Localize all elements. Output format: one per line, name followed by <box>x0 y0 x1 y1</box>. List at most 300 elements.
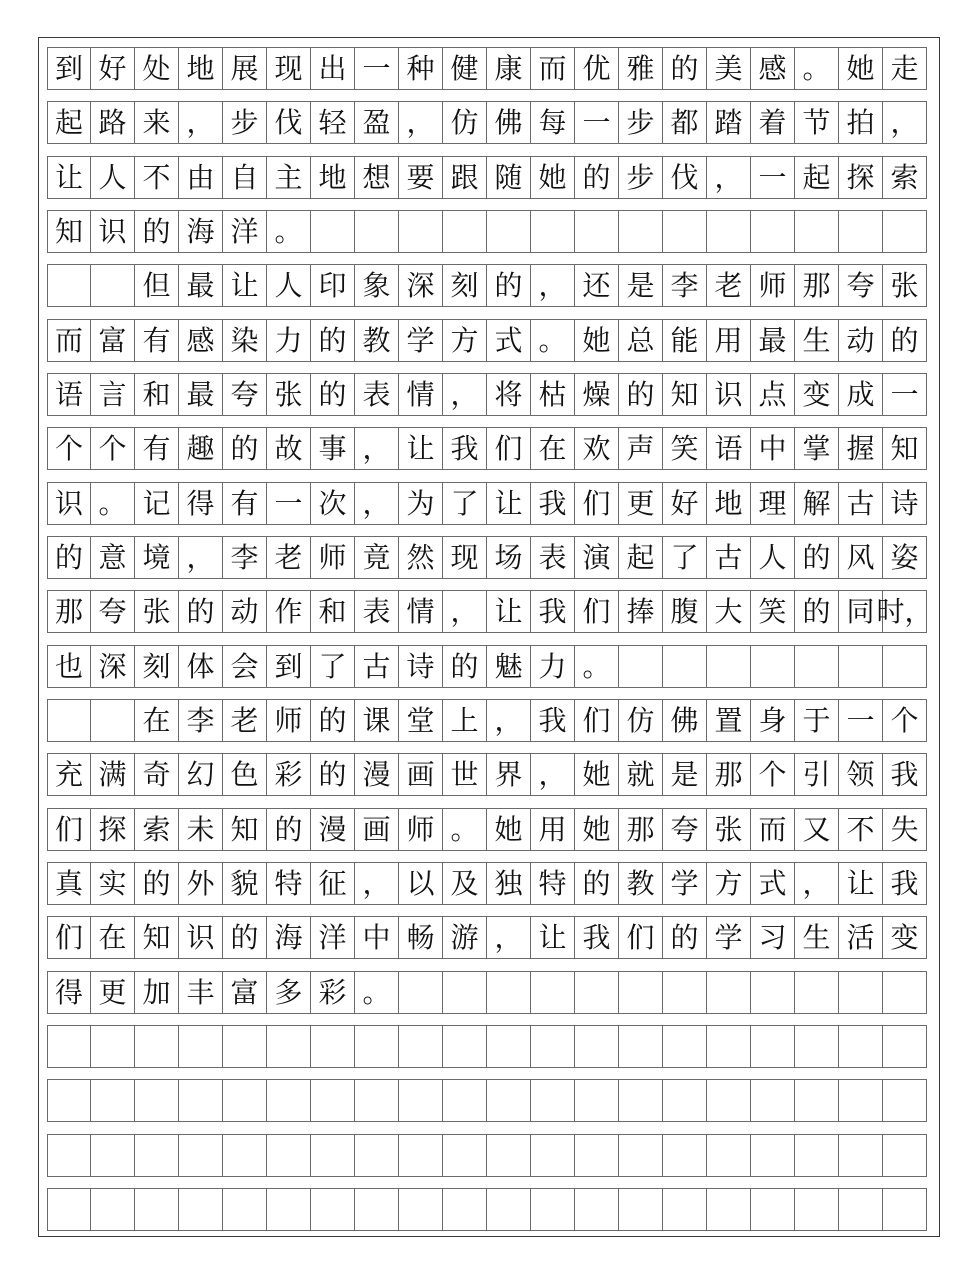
grid-cell: 知 <box>883 427 927 470</box>
grid-cell: 好 <box>91 47 135 90</box>
grid-cell <box>487 1079 531 1122</box>
grid-cell <box>399 1025 443 1068</box>
grid-cell: 竟 <box>355 536 399 579</box>
grid-cell: 的 <box>179 590 223 633</box>
grid-cell: 的 <box>883 319 927 362</box>
grid-cell: ， <box>399 101 443 144</box>
grid-cell <box>47 1134 91 1177</box>
grid-cell: 走 <box>883 47 927 90</box>
grid-cell: 还 <box>575 264 619 307</box>
grid-cell: 以 <box>399 862 443 905</box>
grid-cell <box>179 1134 223 1177</box>
grid-cell: ， <box>795 862 839 905</box>
grid-cell: 老 <box>223 699 267 742</box>
grid-cell <box>575 210 619 253</box>
grid-cell: 笑 <box>663 427 707 470</box>
grid-cell: 师 <box>267 699 311 742</box>
grid-cell <box>531 971 575 1014</box>
grid-row <box>47 536 927 579</box>
grid-cell: 地 <box>179 47 223 90</box>
grid-cell: 的 <box>575 862 619 905</box>
grid-cell <box>531 210 575 253</box>
grid-cell <box>707 645 751 688</box>
grid-cell <box>355 1025 399 1068</box>
grid-cell: 一 <box>839 699 883 742</box>
grid-cell: 也 <box>47 645 91 688</box>
grid-cell: 我 <box>883 862 927 905</box>
grid-cell: 生 <box>795 319 839 362</box>
grid-cell: 一 <box>883 373 927 416</box>
grid-cell: 识 <box>91 210 135 253</box>
grid-cell: 力 <box>531 645 575 688</box>
grid-cell <box>839 971 883 1014</box>
grid-cell <box>839 1134 883 1177</box>
grid-cell: 地 <box>311 156 355 199</box>
grid-cell <box>399 210 443 253</box>
grid-cell: 夸 <box>91 590 135 633</box>
grid-cell <box>663 210 707 253</box>
grid-cell: 自 <box>223 156 267 199</box>
grid-cell: 的 <box>135 210 179 253</box>
grid-cell <box>795 971 839 1014</box>
grid-cell <box>883 210 927 253</box>
grid-cell <box>487 1188 531 1231</box>
grid-cell: 佛 <box>663 699 707 742</box>
grid-cell <box>619 1134 663 1177</box>
grid-cell: 不 <box>135 156 179 199</box>
grid-cell <box>47 1079 91 1122</box>
grid-cell <box>399 1134 443 1177</box>
grid-cell: 幻 <box>179 753 223 796</box>
grid-cell: 及 <box>443 862 487 905</box>
grid-cell: ， <box>179 536 223 579</box>
grid-cell: 师 <box>311 536 355 579</box>
grid-cell: 刻 <box>443 264 487 307</box>
grid-cell: 总 <box>619 319 663 362</box>
grid-cell: 种 <box>399 47 443 90</box>
grid-cell: 的 <box>795 536 839 579</box>
grid-cell: 不 <box>839 808 883 851</box>
grid-cell: 起 <box>619 536 663 579</box>
grid-cell: 方 <box>443 319 487 362</box>
grid-cell: ， <box>443 590 487 633</box>
grid-cell <box>223 1079 267 1122</box>
grid-cell: 让 <box>531 916 575 959</box>
grid-cell: 来 <box>135 101 179 144</box>
grid-cell: 识 <box>47 482 91 525</box>
grid-cell: 探 <box>839 156 883 199</box>
grid-cell: 美 <box>707 47 751 90</box>
grid-cell <box>135 1134 179 1177</box>
grid-cell: 她 <box>575 753 619 796</box>
grid-cell: 教 <box>619 862 663 905</box>
grid-cell: 的 <box>267 808 311 851</box>
grid-cell: 于 <box>795 699 839 742</box>
grid-cell: 识 <box>707 373 751 416</box>
grid-cell <box>487 1025 531 1068</box>
grid-cell: 在 <box>531 427 575 470</box>
grid-cell <box>135 1079 179 1122</box>
grid-cell: 活 <box>839 916 883 959</box>
grid-cell: 现 <box>443 536 487 579</box>
grid-cell: 让 <box>47 156 91 199</box>
grid-cell <box>619 1025 663 1068</box>
grid-cell: 解 <box>795 482 839 525</box>
grid-cell: 我 <box>531 482 575 525</box>
grid-cell: 着 <box>751 101 795 144</box>
grid-cell: 轻 <box>311 101 355 144</box>
grid-cell: 步 <box>619 101 663 144</box>
grid-cell <box>839 1025 883 1068</box>
grid-cell <box>531 1134 575 1177</box>
grid-cell: 李 <box>663 264 707 307</box>
grid-cell: 加 <box>135 971 179 1014</box>
grid-cell: 用 <box>531 808 575 851</box>
grid-cell: 色 <box>223 753 267 796</box>
grid-cell: 作 <box>267 590 311 633</box>
grid-cell: 的 <box>311 753 355 796</box>
grid-cell: 一 <box>575 101 619 144</box>
grid-cell: 康 <box>487 47 531 90</box>
grid-cell: 都 <box>663 101 707 144</box>
grid-cell: 我 <box>531 699 575 742</box>
grid-cell: 古 <box>355 645 399 688</box>
grid-cell: 们 <box>487 427 531 470</box>
grid-cell: 方 <box>707 862 751 905</box>
grid-cell <box>663 645 707 688</box>
grid-cell: 中 <box>355 916 399 959</box>
grid-cell: 健 <box>443 47 487 90</box>
grid-cell: 优 <box>575 47 619 90</box>
grid-cell: 和 <box>311 590 355 633</box>
grid-cell: 表 <box>355 590 399 633</box>
grid-cell: 又 <box>795 808 839 851</box>
grid-cell <box>487 1134 531 1177</box>
grid-cell <box>531 1025 575 1068</box>
grid-cell: 风 <box>839 536 883 579</box>
grid-cell: ， <box>883 101 927 144</box>
grid-cell: 而 <box>751 808 795 851</box>
grid-cell <box>575 971 619 1014</box>
grid-row <box>47 373 927 416</box>
grid-cell <box>47 699 91 742</box>
grid-cell <box>91 264 135 307</box>
grid-cell: 踏 <box>707 101 751 144</box>
grid-cell: 语 <box>47 373 91 416</box>
grid-cell: 畅 <box>399 916 443 959</box>
grid-cell: 洋 <box>223 210 267 253</box>
grid-cell: 到 <box>267 645 311 688</box>
grid-cell: 们 <box>575 482 619 525</box>
grid-cell <box>839 1079 883 1122</box>
grid-cell: 特 <box>267 862 311 905</box>
grid-cell <box>223 1134 267 1177</box>
grid-row <box>47 156 927 199</box>
grid-cell: 染 <box>223 319 267 362</box>
grid-cell: 学 <box>707 916 751 959</box>
grid-cell: ， <box>355 862 399 905</box>
grid-cell <box>311 1025 355 1068</box>
grid-cell <box>575 1188 619 1231</box>
grid-cell: 置 <box>707 699 751 742</box>
grid-cell: 和 <box>135 373 179 416</box>
grid-cell <box>575 1134 619 1177</box>
grid-cell: 理 <box>751 482 795 525</box>
grid-cell: 。 <box>531 319 575 362</box>
grid-cell <box>355 1079 399 1122</box>
grid-cell: 跟 <box>443 156 487 199</box>
grid-cell: 会 <box>223 645 267 688</box>
grid-row <box>47 808 927 851</box>
grid-cell: 们 <box>575 590 619 633</box>
grid-cell: 刻 <box>135 645 179 688</box>
grid-cell: 。 <box>355 971 399 1014</box>
grid-cell: 枯 <box>531 373 575 416</box>
grid-cell: 识 <box>179 916 223 959</box>
grid-cell: 步 <box>223 101 267 144</box>
grid-cell: 伐 <box>663 156 707 199</box>
grid-cell: 变 <box>883 916 927 959</box>
grid-cell: 征 <box>311 862 355 905</box>
grid-cell <box>795 1188 839 1231</box>
grid-cell: 张 <box>707 808 751 851</box>
grid-cell: 领 <box>839 753 883 796</box>
grid-cell <box>883 971 927 1014</box>
grid-cell: 用 <box>707 319 751 362</box>
grid-cell: 有 <box>135 319 179 362</box>
grid-cell: 张 <box>135 590 179 633</box>
grid-cell: 有 <box>135 427 179 470</box>
grid-cell: 上 <box>443 699 487 742</box>
grid-row <box>47 47 927 90</box>
grid-cell <box>707 1025 751 1068</box>
grid-cell: 外 <box>179 862 223 905</box>
grid-cell: 步 <box>619 156 663 199</box>
grid-cell <box>663 1025 707 1068</box>
grid-cell <box>179 1025 223 1068</box>
grid-cell <box>707 971 751 1014</box>
grid-cell: 索 <box>135 808 179 851</box>
grid-cell: 由 <box>179 156 223 199</box>
grid-cell <box>399 971 443 1014</box>
grid-row <box>47 1025 927 1068</box>
grid-cell <box>311 1134 355 1177</box>
grid-cell <box>267 1188 311 1231</box>
grid-cell: 意 <box>91 536 135 579</box>
grid-cell: 时， <box>883 590 927 633</box>
grid-cell: 画 <box>355 808 399 851</box>
grid-cell: 变 <box>795 373 839 416</box>
grid-cell: 仿 <box>619 699 663 742</box>
grid-cell <box>443 210 487 253</box>
grid-cell: 我 <box>883 753 927 796</box>
grid-cell <box>91 1079 135 1122</box>
grid-cell: 路 <box>91 101 135 144</box>
grid-cell: 索 <box>883 156 927 199</box>
grid-cell: 伐 <box>267 101 311 144</box>
grid-cell: 一 <box>355 47 399 90</box>
grid-cell: 表 <box>531 536 575 579</box>
grid-cell <box>795 1134 839 1177</box>
grid-cell: 她 <box>487 808 531 851</box>
grid-cell <box>795 210 839 253</box>
grid-cell: 。 <box>91 482 135 525</box>
grid-cell: 生 <box>795 916 839 959</box>
grid-cell: 李 <box>179 699 223 742</box>
grid-cell: 掌 <box>795 427 839 470</box>
grid-cell: 。 <box>575 645 619 688</box>
grid-cell: 知 <box>47 210 91 253</box>
grid-cell <box>795 645 839 688</box>
grid-cell <box>575 1079 619 1122</box>
grid-cell <box>619 1188 663 1231</box>
grid-row <box>47 101 927 144</box>
grid-cell <box>267 1025 311 1068</box>
grid-cell: 的 <box>311 373 355 416</box>
grid-cell <box>663 1134 707 1177</box>
grid-cell: 夸 <box>839 264 883 307</box>
grid-cell: 画 <box>399 753 443 796</box>
grid-cell <box>47 1188 91 1231</box>
grid-cell: 笑 <box>751 590 795 633</box>
grid-cell: 让 <box>839 862 883 905</box>
grid-cell: 她 <box>839 47 883 90</box>
grid-cell: 就 <box>619 753 663 796</box>
grid-cell: 课 <box>355 699 399 742</box>
grid-cell: 仿 <box>443 101 487 144</box>
grid-cell: 学 <box>399 319 443 362</box>
grid-cell: 最 <box>751 319 795 362</box>
grid-cell: 的 <box>135 862 179 905</box>
grid-cell: 。 <box>795 47 839 90</box>
grid-cell: 师 <box>751 264 795 307</box>
grid-cell: 次 <box>311 482 355 525</box>
grid-cell <box>883 645 927 688</box>
grid-cell: 到 <box>47 47 91 90</box>
grid-cell: 捧 <box>619 590 663 633</box>
grid-cell <box>883 1079 927 1122</box>
grid-cell <box>619 210 663 253</box>
grid-cell <box>707 1079 751 1122</box>
grid-cell <box>751 971 795 1014</box>
grid-cell <box>47 1025 91 1068</box>
grid-cell: 象 <box>355 264 399 307</box>
grid-cell: 主 <box>267 156 311 199</box>
grid-cell <box>91 1188 135 1231</box>
grid-cell <box>663 1188 707 1231</box>
grid-cell: 得 <box>47 971 91 1014</box>
grid-row <box>47 1079 927 1122</box>
grid-cell: 式 <box>751 862 795 905</box>
grid-cell: 她 <box>531 156 575 199</box>
grid-cell: 让 <box>223 264 267 307</box>
grid-cell: 古 <box>707 536 751 579</box>
grid-cell: 那 <box>795 264 839 307</box>
grid-cell: 演 <box>575 536 619 579</box>
grid-row <box>47 699 927 742</box>
grid-cell: 随 <box>487 156 531 199</box>
grid-cell: 堂 <box>399 699 443 742</box>
grid-cell: 盈 <box>355 101 399 144</box>
grid-cell <box>663 1079 707 1122</box>
grid-cell: 拍 <box>839 101 883 144</box>
grid-cell: ， <box>531 264 575 307</box>
grid-cell: 的 <box>663 916 707 959</box>
grid-cell: ， <box>355 427 399 470</box>
grid-cell: 们 <box>575 699 619 742</box>
grid-cell <box>663 971 707 1014</box>
grid-cell: 我 <box>531 590 575 633</box>
grid-cell <box>619 645 663 688</box>
grid-cell <box>223 1188 267 1231</box>
grid-cell: 们 <box>47 808 91 851</box>
grid-cell: 然 <box>399 536 443 579</box>
grid-cell <box>443 1025 487 1068</box>
grid-cell: 让 <box>487 590 531 633</box>
grid-cell: 最 <box>179 373 223 416</box>
grid-cell <box>399 1079 443 1122</box>
grid-cell <box>179 1079 223 1122</box>
grid-cell <box>355 1134 399 1177</box>
grid-cell: 们 <box>47 916 91 959</box>
grid-cell: 一 <box>267 482 311 525</box>
grid-cell: 游 <box>443 916 487 959</box>
grid-cell <box>839 210 883 253</box>
grid-cell: 要 <box>399 156 443 199</box>
grid-cell: 但 <box>135 264 179 307</box>
grid-cell: 夸 <box>223 373 267 416</box>
grid-cell <box>443 1134 487 1177</box>
grid-cell: 处 <box>135 47 179 90</box>
grid-cell: 真 <box>47 862 91 905</box>
grid-cell: 出 <box>311 47 355 90</box>
grid-cell: 的 <box>487 264 531 307</box>
grid-cell: 每 <box>531 101 575 144</box>
grid-cell: ， <box>707 156 751 199</box>
grid-cell: 的 <box>443 645 487 688</box>
grid-cell <box>531 1079 575 1122</box>
grid-cell: ， <box>531 753 575 796</box>
grid-cell: 是 <box>619 264 663 307</box>
grid-row <box>47 753 927 796</box>
grid-cell: 最 <box>179 264 223 307</box>
grid-cell <box>839 645 883 688</box>
grid-cell: 引 <box>795 753 839 796</box>
grid-cell: 节 <box>795 101 839 144</box>
grid-cell: 张 <box>883 264 927 307</box>
grid-cell: 成 <box>839 373 883 416</box>
grid-cell: 故 <box>267 427 311 470</box>
grid-cell <box>399 1188 443 1231</box>
grid-cell: 现 <box>267 47 311 90</box>
grid-cell: 式 <box>487 319 531 362</box>
grid-cell: 好 <box>663 482 707 525</box>
grid-cell: 地 <box>707 482 751 525</box>
grid-cell <box>883 1025 927 1068</box>
grid-cell: 海 <box>179 210 223 253</box>
grid-row <box>47 1134 927 1177</box>
grid-cell: 富 <box>91 319 135 362</box>
grid-cell <box>883 1134 927 1177</box>
grid-cell: 个 <box>91 427 135 470</box>
grid-cell: 多 <box>267 971 311 1014</box>
grid-cell: 知 <box>135 916 179 959</box>
grid-cell: 感 <box>751 47 795 90</box>
grid-cell: 印 <box>311 264 355 307</box>
grid-cell: 更 <box>91 971 135 1014</box>
grid-cell <box>751 1134 795 1177</box>
grid-cell: ， <box>179 101 223 144</box>
